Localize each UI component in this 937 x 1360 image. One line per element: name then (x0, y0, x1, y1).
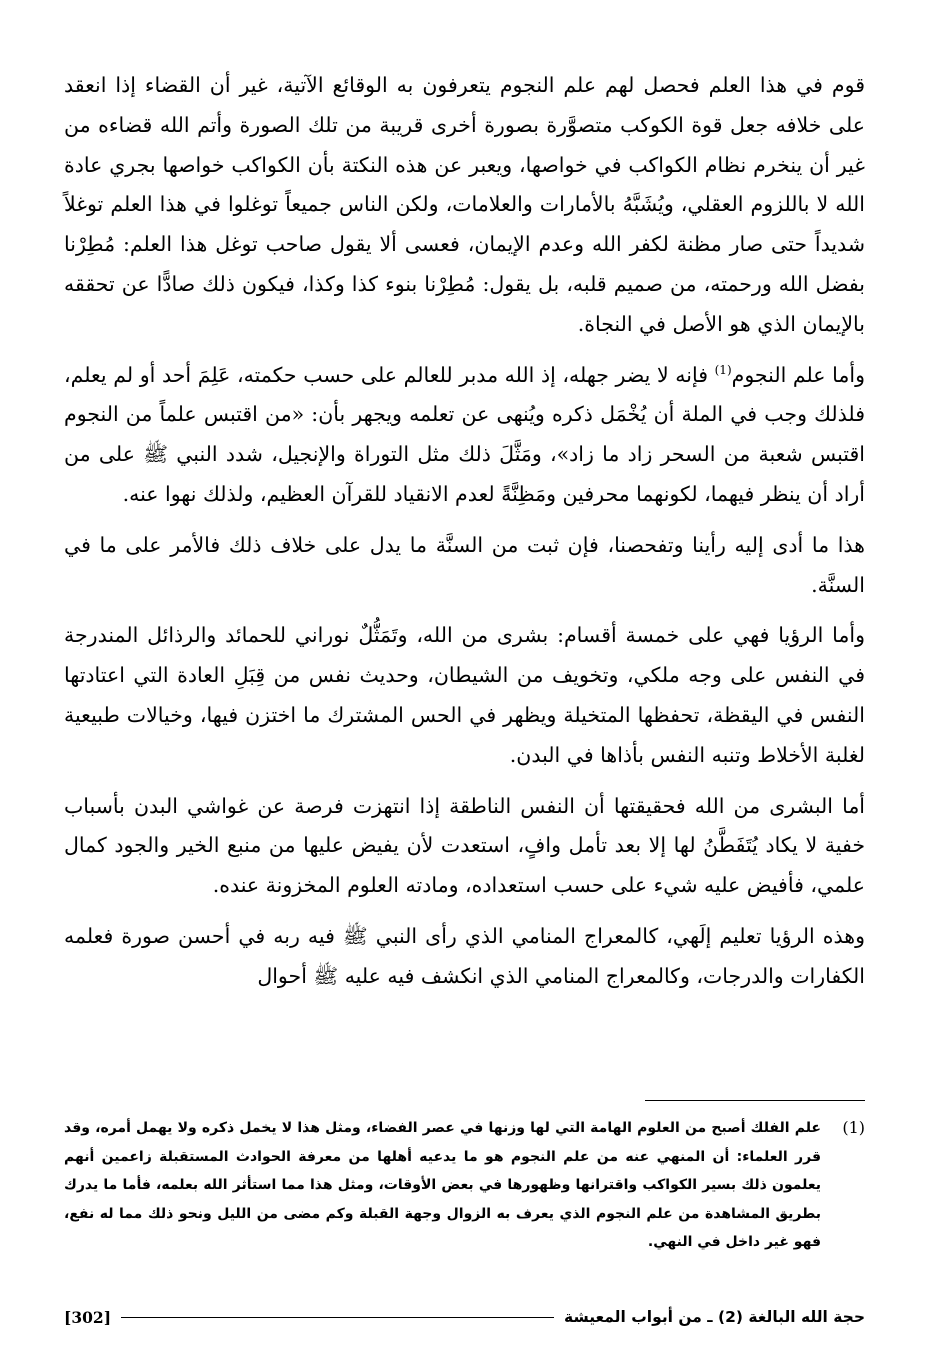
paragraph-5: أما البشرى من الله فحقيقتها أن النفس الناطقة إذا انتهزت فرصة عن غواشي البدن بأسباب خفية لا يكاد يُتَفَطَّنُ لها إلا بعد تأمل وافٍ، استعدت لأن يفيض عليها من منبع الخير والجود كمال علمي، فأفيض عليه شيء على حسب استعداده، ومادته العلوم المخزونة عنده. (64, 793, 865, 898)
page-footer (64, 1302, 865, 1332)
footnote (64, 1114, 865, 1257)
footnote-text: علم الفلك أصبح من العلوم الهامة التي لها وزنها في عصر الفضاء، ومثل هذا لا يخمل ذكره ولا يهمل أمره، وقد قرر العلماء: أن المنهي عنه من علم النجوم هو ما يدعيه أهلها من معرفة الحوادث المستقبلة زاعمين أنهم يعلمون ذلك بسير الكواكب واقترانها وظهورها في بعض الأوقات، ومثل هذا مما استأثر الله بعلمه، فأما ما يدرك بطريق المشاهدة من علم النجوم الذي يعرف به الزوال وجهة القبلة وكم مضى من الليل ونحو ذلك مما له نفع، فهو غير داخل في النهي. (64, 1120, 821, 1250)
main-text (64, 66, 865, 1008)
footnote-number: (1) (842, 1118, 865, 1137)
paragraph-6: وهذه الرؤيا تعليم إلَهي، كالمعراج المنامي الذي رأى النبي ﷺ فيه ربه في أحسن صورة فعلمه الكفارات والدرجات، وكالمعراج المنامي الذي انكشف فيه عليه ﷺ أحوال (64, 923, 865, 988)
paragraph-2-body: فإنه لا يضر جهله، إذ الله مدبر للعالم على حسب حكمته، عَلِمَ أحد أو لم يعلم، فلذلك وجب في الملة أن يُخْمَل ذكره ويُنهى عن تعلمه ويجهر بأن: «من اقتبس علماً من النجوم اقتبس شعبة من السحر زاد ما زاد»، ومَثَّلَ ذلك مثل التوراة والإنجيل، شدد النبي ﷺ على من أراد أن ينظر فيهما، لكونهما محرفين ومَظِنَّةً لعدم الانقياد للقرآن العظيم، ولذلك نهوا عنه. (64, 362, 865, 506)
paragraph-2 (64, 356, 865, 515)
footer-rule (121, 1317, 554, 1318)
paragraph-3: هذا ما أدى إليه رأينا وتفحصنا، فإن ثبت من السنَّة ما يدل على خلاف ذلك فالأمر على ما في السنَّة. (64, 532, 865, 597)
paragraph-2-lead: وأما علم النجوم (731, 362, 865, 387)
paragraph-1: قوم في هذا العلم فحصل لهم علم النجوم يتعرفون به الوقائع الآتية، غير أن القضاء إذا انعقد على خلافه جعل قوة الكوكب متصوَّرة بصورة أخرى قريبة من تلك الصورة وأتم الله قضاءه من غير أن ينخرم نظام الكواكب في خواصها، ويعبر عن هذه النكتة بأن الكواكب خواصها بجري عادة الله لا باللزوم العقلي، ويُشَبَّهُ بالأمارات والعلامات، ولكن الناس جميعاً توغلوا في هذا العلم توغلاً شديداً حتى صار مظنة لكفر الله وعدم الإيمان، فعسى ألا يقول صاحب توغل هذا العلم: مُطِرْنا بفضل الله ورحمته، من صميم قلبه، بل يقول: مُطِرْنا بنوء كذا وكذا، فيكون ذلك صادًّا عن تحققه بالإيمان الذي هو الأصل في النجاة. (64, 73, 865, 336)
footnote-separator (645, 1100, 865, 1101)
footnote-reference[interactable]: (1) (714, 362, 732, 377)
page-number: [302] (64, 1307, 112, 1327)
paragraph-4: وأما الرؤيا فهي على خمسة أقسام: بشرى من الله، وتَمَثُّلٌ نوراني للحمائد والرذائل المندرجة في النفس على وجه ملكي، وتخويف من الشيطان، وحديث نفس من قِبَلِ العادة التي اعتادتها النفس في اليقظة، تحفظها المتخيلة ويظهر في الحس المشترك ما اختزن فيها، وخيالات طبيعية لغلبة الأخلاط وتنبه النفس بأذاها في البدن. (64, 623, 865, 767)
running-title: حجة الله البالغة (2) ـ من أبواب المعيشة (564, 1308, 865, 1326)
